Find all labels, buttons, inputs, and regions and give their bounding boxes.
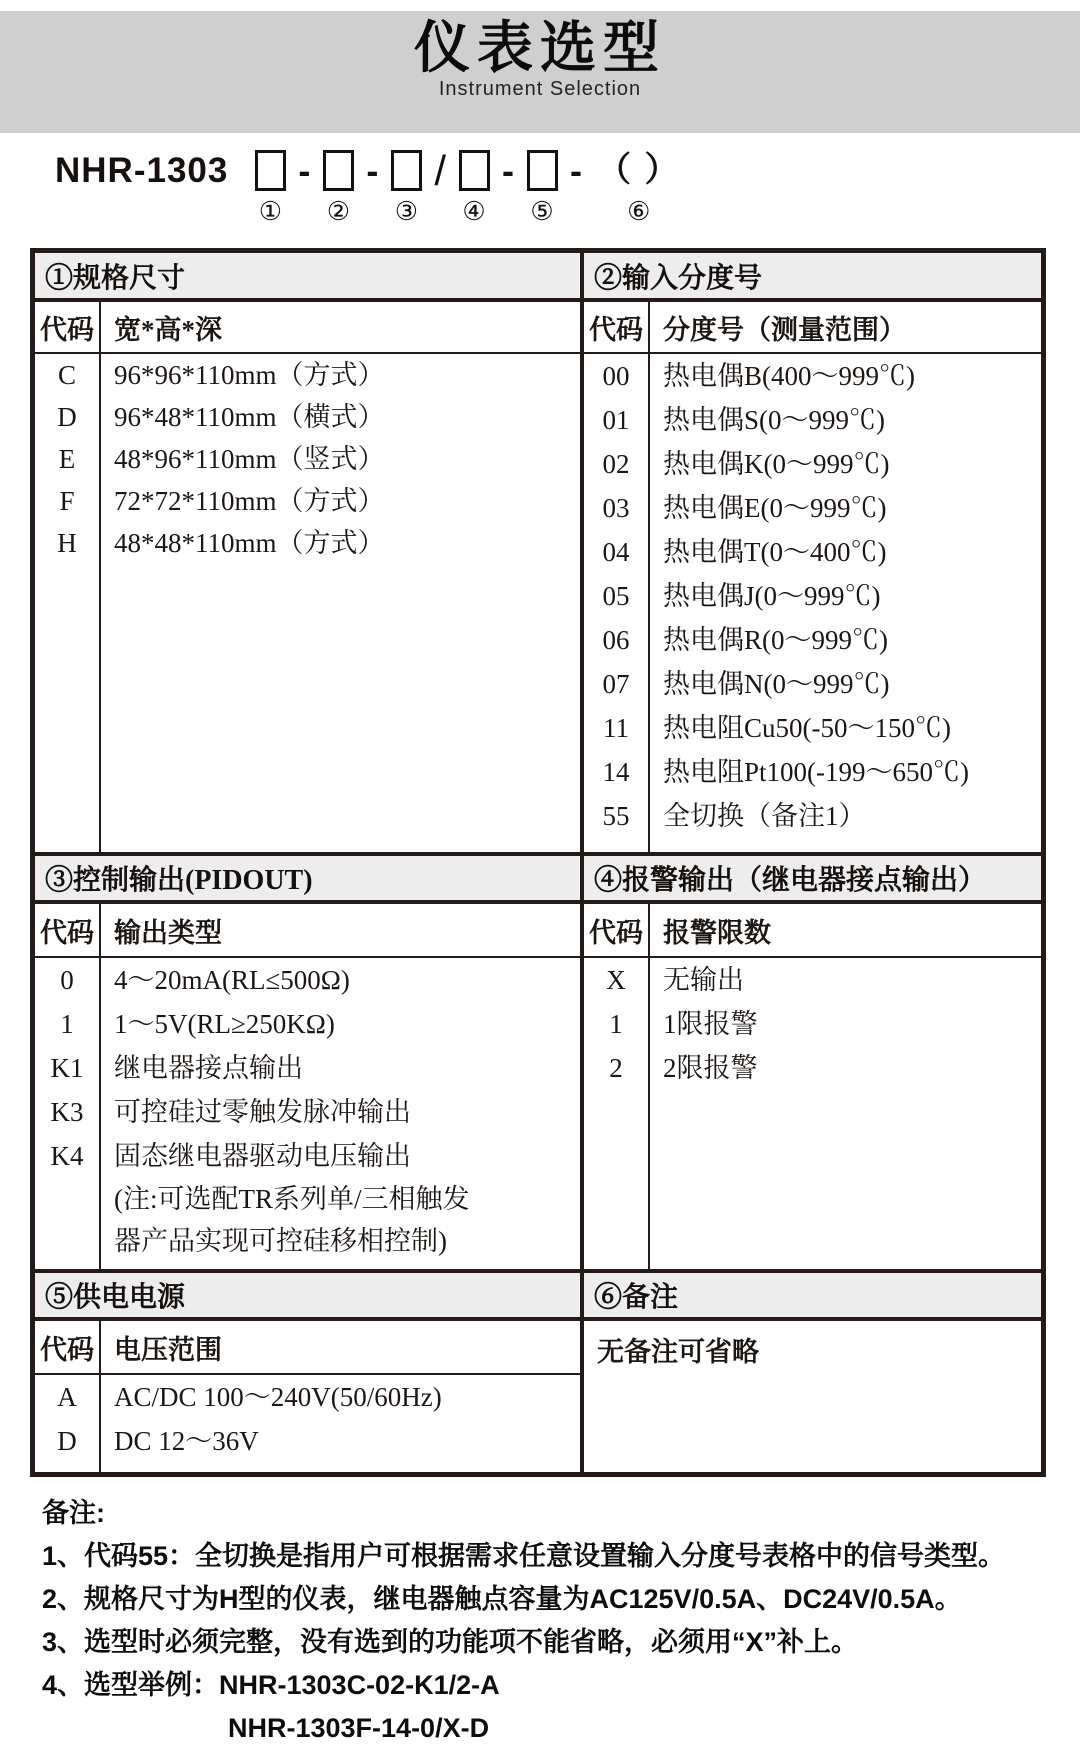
row-desc-cell: AC/DC 100～240V(50/60Hz) — [114, 1382, 442, 1412]
control-rows — [35, 958, 580, 1269]
title-band — [0, 11, 1080, 133]
row-code-cell: 55 — [602, 801, 630, 831]
footnotes — [42, 1492, 1052, 1750]
footnote-item-3: 3、选型时必须完整，没有选到的功能项不能省略，必须用“X”补上。 — [42, 1627, 859, 1657]
row-code-cell: F — [59, 486, 75, 516]
row-code-cell: D — [57, 402, 77, 432]
model-slot-5 — [523, 150, 561, 226]
row-desc-cell: 96*96*110mm（方式） — [114, 360, 385, 390]
spec-rows — [35, 354, 580, 852]
row-code-cell: 0 — [60, 965, 74, 995]
model-parentheses: （ ） — [597, 151, 681, 189]
model-box-2 — [323, 150, 354, 191]
input-rows — [584, 354, 1041, 852]
control-note-line-2: 器产品实现可控硅移相控制) — [114, 1226, 447, 1256]
model-separator-5: - — [570, 150, 583, 191]
slot-number-1: ① — [258, 197, 283, 226]
model-separator-3: / — [434, 147, 447, 194]
row-desc-cell: 全切换（备注1） — [663, 801, 866, 831]
row-desc-cell: 热电偶R(0～999℃) — [663, 625, 888, 655]
control-desc-list — [101, 958, 580, 1269]
row-desc-cell: 4～20mA(RL≤500Ω) — [114, 965, 350, 995]
row-desc-cell: 48*48*110mm（方式） — [114, 528, 385, 558]
row-code-cell: X — [606, 965, 626, 995]
row-code-cell: H — [57, 528, 77, 558]
page-subtitle: Instrument Selection — [438, 78, 642, 100]
model-box-5 — [527, 150, 558, 191]
control-code-header: 代码 — [35, 904, 101, 956]
row-desc-cell: 96*48*110mm（横式） — [114, 402, 385, 432]
row-code-cell: 07 — [602, 669, 630, 699]
footnote-example-line-2: NHR-1303F-14-0/X-D — [228, 1713, 490, 1743]
spec-code-list — [35, 354, 101, 852]
row-code-cell: 01 — [602, 405, 630, 435]
input-code-list — [584, 354, 650, 852]
row-desc-cell: 可控硅过零触发脉冲输出 — [114, 1097, 411, 1127]
section-power-header: ⑤供电电源 — [35, 1269, 580, 1321]
slot-number-2: ② — [326, 197, 351, 226]
row-code-cell: K1 — [50, 1053, 84, 1083]
alarm-column-header — [584, 904, 1041, 958]
row-desc-cell: 1～5V(RL≥250KΩ) — [114, 1009, 335, 1039]
row-code-cell: 1 — [609, 1009, 623, 1039]
spec-desc-list — [101, 354, 580, 852]
spec-code-header: 代码 — [35, 302, 101, 352]
input-code-header: 代码 — [584, 302, 650, 352]
remark-content: 无备注可省略 — [597, 1337, 759, 1367]
table-right-column — [584, 253, 1041, 1472]
row-desc-cell: 热电偶E(0～999℃) — [663, 493, 887, 523]
selection-table — [30, 248, 1046, 1477]
slot-number-4: ④ — [462, 197, 486, 226]
model-separator-1: - — [298, 150, 311, 191]
row-desc-cell: DC 12～36V — [114, 1426, 259, 1456]
row-desc-cell: 2限报警 — [663, 1053, 758, 1083]
section-control-header: ③控制输出(PIDOUT) — [35, 852, 580, 904]
section-input-header: ②输入分度号 — [584, 253, 1041, 302]
row-code-cell: 03 — [602, 493, 630, 523]
footnote-item-2: 2、规格尺寸为H型的仪表，继电器触点容量为AC125V/0.5A、DC24V/0.5A。 — [42, 1584, 962, 1614]
row-code-cell: 14 — [602, 757, 630, 787]
spec-column-header — [35, 302, 580, 354]
model-slot-6 — [597, 150, 680, 226]
row-code-cell: 06 — [602, 625, 630, 655]
model-box-4 — [459, 150, 490, 191]
input-desc-header: 分度号（测量范围） — [663, 314, 906, 345]
power-code-list — [35, 1375, 101, 1472]
control-column-header — [35, 904, 580, 958]
row-code-cell: D — [57, 1426, 77, 1456]
power-code-header: 代码 — [35, 1321, 101, 1373]
power-desc-list — [101, 1375, 580, 1472]
row-code-cell: A — [57, 1382, 77, 1412]
power-rows — [35, 1375, 580, 1472]
model-separator-2: - — [366, 150, 379, 191]
row-code-cell: K3 — [50, 1097, 84, 1127]
row-desc-cell: 热电偶J(0～999℃) — [663, 581, 881, 611]
row-code-cell: 04 — [602, 537, 630, 567]
alarm-code-header: 代码 — [584, 904, 650, 956]
alarm-desc-list — [650, 958, 1041, 1269]
page-title: 仪表选型 — [414, 16, 666, 79]
row-code-cell: K4 — [50, 1141, 84, 1171]
row-code-cell: E — [58, 444, 76, 474]
model-box-1 — [255, 150, 286, 191]
slot-number-3: ③ — [394, 197, 419, 226]
row-desc-cell: 固态继电器驱动电压输出 — [114, 1141, 411, 1171]
row-desc-cell: 48*96*110mm（竖式） — [114, 444, 385, 474]
row-desc-cell: 继电器接点输出 — [114, 1053, 303, 1083]
model-slot-1 — [251, 150, 289, 226]
row-desc-cell: 热电偶T(0～400℃) — [663, 537, 887, 567]
row-code-cell: 02 — [602, 449, 630, 479]
row-desc-cell: 热电偶N(0～999℃) — [663, 669, 890, 699]
row-desc-cell: 热电阻Cu50(-50～150℃) — [663, 713, 951, 743]
row-code-cell: 05 — [602, 581, 630, 611]
model-slot-3 — [387, 150, 425, 226]
model-box-3 — [391, 150, 422, 191]
slot-number-6: ⑥ — [627, 197, 651, 226]
model-slot-4 — [455, 150, 493, 226]
alarm-desc-header: 报警限数 — [663, 917, 771, 948]
power-column-header — [35, 1321, 580, 1375]
row-desc-cell: 热电偶B(400～999℃) — [663, 361, 915, 391]
footnote-item-4: 4、选型举例：NHR-1303C-02-K1/2-A — [42, 1670, 500, 1700]
row-code-cell: 1 — [60, 1009, 74, 1039]
footnote-item-1: 1、代码55：全切换是指用户可根据需求任意设置输入分度号表格中的信号类型。 — [42, 1541, 1006, 1571]
row-code-cell: 00 — [602, 361, 630, 391]
model-prefix: NHR-1303 — [55, 151, 229, 190]
row-desc-cell: 热电阻Pt100(-199～650℃) — [663, 757, 969, 787]
input-desc-list — [650, 354, 1041, 852]
control-note-line-1: (注:可选配TR系列单/三相触发 — [114, 1184, 470, 1214]
model-slot-2 — [319, 150, 357, 226]
footnotes-label: 备注: — [42, 1498, 105, 1528]
power-desc-header: 电压范围 — [114, 1334, 222, 1365]
control-code-list — [35, 958, 101, 1269]
alarm-code-list — [584, 958, 650, 1269]
section-spec-header: ①规格尺寸 — [35, 253, 580, 302]
model-code-line — [55, 147, 681, 226]
control-desc-sublist — [114, 958, 580, 1178]
model-separator-4: - — [502, 150, 515, 191]
control-desc-header: 输出类型 — [114, 917, 222, 948]
section-remark-header: ⑥备注 — [584, 1269, 1041, 1321]
row-desc-cell: 72*72*110mm（方式） — [114, 486, 385, 516]
table-left-column — [35, 253, 584, 1472]
alarm-rows — [584, 958, 1041, 1269]
spec-desc-header: 宽*高*深 — [114, 314, 222, 345]
row-code-cell: C — [57, 360, 76, 390]
slot-number-5: ⑤ — [530, 197, 554, 226]
row-desc-cell: 1限报警 — [663, 1009, 758, 1039]
row-desc-cell: 热电偶S(0～999℃) — [663, 405, 885, 435]
section-alarm-header: ④报警输出（继电器接点输出） — [584, 852, 1041, 904]
row-desc-cell: 无输出 — [663, 965, 744, 995]
row-desc-cell: 热电偶K(0～999℃) — [663, 449, 890, 479]
input-column-header — [584, 302, 1041, 354]
row-code-cell: 2 — [609, 1053, 623, 1083]
row-code-cell: 11 — [603, 713, 629, 743]
